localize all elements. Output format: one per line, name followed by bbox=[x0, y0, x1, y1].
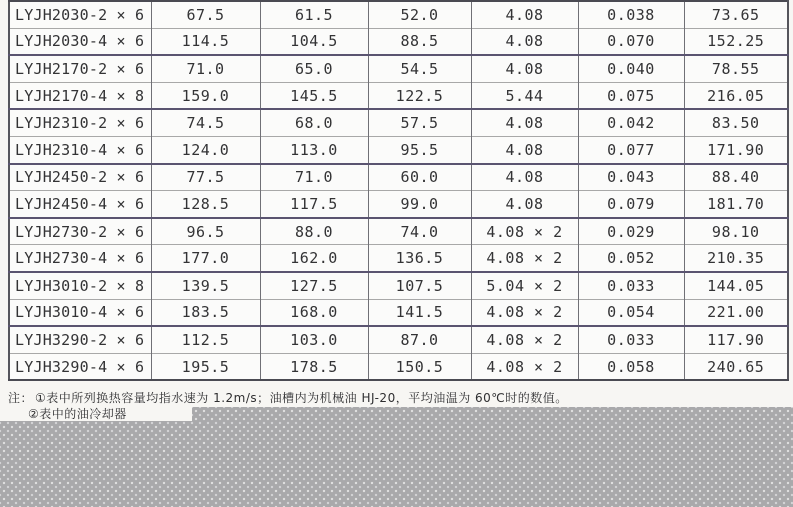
value-cell: 112.5 bbox=[151, 326, 260, 353]
value-cell: 168.0 bbox=[260, 299, 368, 326]
value-cell: 104.5 bbox=[260, 28, 368, 55]
value-cell: 0.058 bbox=[578, 353, 684, 380]
value-cell: 136.5 bbox=[368, 245, 471, 272]
value-cell: 162.0 bbox=[260, 245, 368, 272]
table-row bbox=[9, 245, 788, 272]
value-cell: 177.0 bbox=[151, 245, 260, 272]
value-cell: 4.08 × 2 bbox=[471, 218, 578, 245]
value-cell: 139.5 bbox=[151, 272, 260, 299]
value-cell: 88.40 bbox=[684, 164, 788, 191]
value-cell: 74.5 bbox=[151, 109, 260, 136]
model-cell: LYJH2730-4 × 6 bbox=[9, 245, 151, 272]
value-cell: 0.054 bbox=[578, 299, 684, 326]
value-cell: 4.08 bbox=[471, 164, 578, 191]
value-cell: 152.25 bbox=[684, 28, 788, 55]
value-cell: 144.05 bbox=[684, 272, 788, 299]
value-cell: 73.65 bbox=[684, 1, 788, 28]
value-cell: 4.08 × 2 bbox=[471, 245, 578, 272]
value-cell: 65.0 bbox=[260, 55, 368, 82]
value-cell: 54.5 bbox=[368, 55, 471, 82]
value-cell: 5.04 × 2 bbox=[471, 272, 578, 299]
value-cell: 103.0 bbox=[260, 326, 368, 353]
value-cell: 98.10 bbox=[684, 218, 788, 245]
table-row bbox=[9, 109, 788, 136]
value-cell: 0.075 bbox=[578, 82, 684, 109]
value-cell: 216.05 bbox=[684, 82, 788, 109]
table-row bbox=[9, 28, 788, 55]
model-cell: LYJH2310-4 × 6 bbox=[9, 136, 151, 163]
model-cell: LYJH2450-2 × 6 bbox=[9, 164, 151, 191]
table-row bbox=[9, 326, 788, 353]
value-cell: 99.0 bbox=[368, 191, 471, 218]
value-cell: 0.040 bbox=[578, 55, 684, 82]
value-cell: 4.08 bbox=[471, 109, 578, 136]
value-cell: 150.5 bbox=[368, 353, 471, 380]
table-row bbox=[9, 272, 788, 299]
value-cell: 0.077 bbox=[578, 136, 684, 163]
value-cell: 0.043 bbox=[578, 164, 684, 191]
value-cell: 107.5 bbox=[368, 272, 471, 299]
value-cell: 210.35 bbox=[684, 245, 788, 272]
value-cell: 0.038 bbox=[578, 1, 684, 28]
value-cell: 61.5 bbox=[260, 1, 368, 28]
model-cell: LYJH3290-2 × 6 bbox=[9, 326, 151, 353]
value-cell: 95.5 bbox=[368, 136, 471, 163]
value-cell: 145.5 bbox=[260, 82, 368, 109]
value-cell: 71.0 bbox=[260, 164, 368, 191]
value-cell: 88.0 bbox=[260, 218, 368, 245]
value-cell: 4.08 bbox=[471, 55, 578, 82]
value-cell: 67.5 bbox=[151, 1, 260, 28]
model-cell: LYJH2450-4 × 6 bbox=[9, 191, 151, 218]
model-cell: LYJH2170-4 × 8 bbox=[9, 82, 151, 109]
table-row bbox=[9, 1, 788, 28]
value-cell: 83.50 bbox=[684, 109, 788, 136]
value-cell: 122.5 bbox=[368, 82, 471, 109]
table-body bbox=[9, 1, 788, 380]
table-row bbox=[9, 136, 788, 163]
redacted-halftone-block bbox=[0, 407, 793, 507]
table-row bbox=[9, 353, 788, 380]
value-cell: 4.08 × 2 bbox=[471, 326, 578, 353]
table-row bbox=[9, 55, 788, 82]
note-prefix: 注： bbox=[8, 391, 34, 405]
value-cell: 4.08 bbox=[471, 191, 578, 218]
oil-cooler-spec-table bbox=[8, 0, 789, 381]
value-cell: 178.5 bbox=[260, 353, 368, 380]
value-cell: 4.08 bbox=[471, 28, 578, 55]
value-cell: 71.0 bbox=[151, 55, 260, 82]
value-cell: 96.5 bbox=[151, 218, 260, 245]
model-cell: LYJH2170-2 × 6 bbox=[9, 55, 151, 82]
value-cell: 183.5 bbox=[151, 299, 260, 326]
model-cell: LYJH2730-2 × 6 bbox=[9, 218, 151, 245]
footnote-1: ①表中所列换热容量均指水速为 1.2m/s；油槽内为机械油 HJ-20，平均油温为 60℃时的数值。 bbox=[35, 391, 568, 405]
table-row bbox=[9, 82, 788, 109]
value-cell: 0.042 bbox=[578, 109, 684, 136]
value-cell: 221.00 bbox=[684, 299, 788, 326]
value-cell: 113.0 bbox=[260, 136, 368, 163]
value-cell: 4.08 × 2 bbox=[471, 353, 578, 380]
value-cell: 195.5 bbox=[151, 353, 260, 380]
value-cell: 5.44 bbox=[471, 82, 578, 109]
footnote-2: ②表中的油冷却器 bbox=[0, 407, 192, 421]
value-cell: 128.5 bbox=[151, 191, 260, 218]
value-cell: 78.55 bbox=[684, 55, 788, 82]
model-cell: LYJH2310-2 × 6 bbox=[9, 109, 151, 136]
value-cell: 0.079 bbox=[578, 191, 684, 218]
value-cell: 74.0 bbox=[368, 218, 471, 245]
value-cell: 117.5 bbox=[260, 191, 368, 218]
value-cell: 77.5 bbox=[151, 164, 260, 191]
value-cell: 87.0 bbox=[368, 326, 471, 353]
value-cell: 171.90 bbox=[684, 136, 788, 163]
value-cell: 4.08 × 2 bbox=[471, 299, 578, 326]
value-cell: 0.070 bbox=[578, 28, 684, 55]
spec-table bbox=[8, 0, 787, 381]
value-cell: 0.033 bbox=[578, 272, 684, 299]
model-cell: LYJH3010-4 × 6 bbox=[9, 299, 151, 326]
value-cell: 60.0 bbox=[368, 164, 471, 191]
value-cell: 68.0 bbox=[260, 109, 368, 136]
value-cell: 0.052 bbox=[578, 245, 684, 272]
value-cell: 57.5 bbox=[368, 109, 471, 136]
table-row bbox=[9, 164, 788, 191]
model-cell: LYJH3010-2 × 8 bbox=[9, 272, 151, 299]
value-cell: 4.08 bbox=[471, 136, 578, 163]
value-cell: 127.5 bbox=[260, 272, 368, 299]
value-cell: 141.5 bbox=[368, 299, 471, 326]
value-cell: 0.033 bbox=[578, 326, 684, 353]
table-row bbox=[9, 299, 788, 326]
value-cell: 159.0 bbox=[151, 82, 260, 109]
value-cell: 0.029 bbox=[578, 218, 684, 245]
value-cell: 88.5 bbox=[368, 28, 471, 55]
table-footnotes bbox=[8, 391, 787, 406]
value-cell: 52.0 bbox=[368, 1, 471, 28]
value-cell: 4.08 bbox=[471, 1, 578, 28]
value-cell: 124.0 bbox=[151, 136, 260, 163]
table-row bbox=[9, 191, 788, 218]
value-cell: 181.70 bbox=[684, 191, 788, 218]
model-cell: LYJH2030-4 × 6 bbox=[9, 28, 151, 55]
value-cell: 114.5 bbox=[151, 28, 260, 55]
model-cell: LYJH2030-2 × 6 bbox=[15, 5, 145, 24]
value-cell: 117.90 bbox=[684, 326, 788, 353]
table-row bbox=[9, 218, 788, 245]
model-cell: LYJH3290-4 × 6 bbox=[9, 353, 151, 380]
value-cell: 240.65 bbox=[684, 353, 788, 380]
